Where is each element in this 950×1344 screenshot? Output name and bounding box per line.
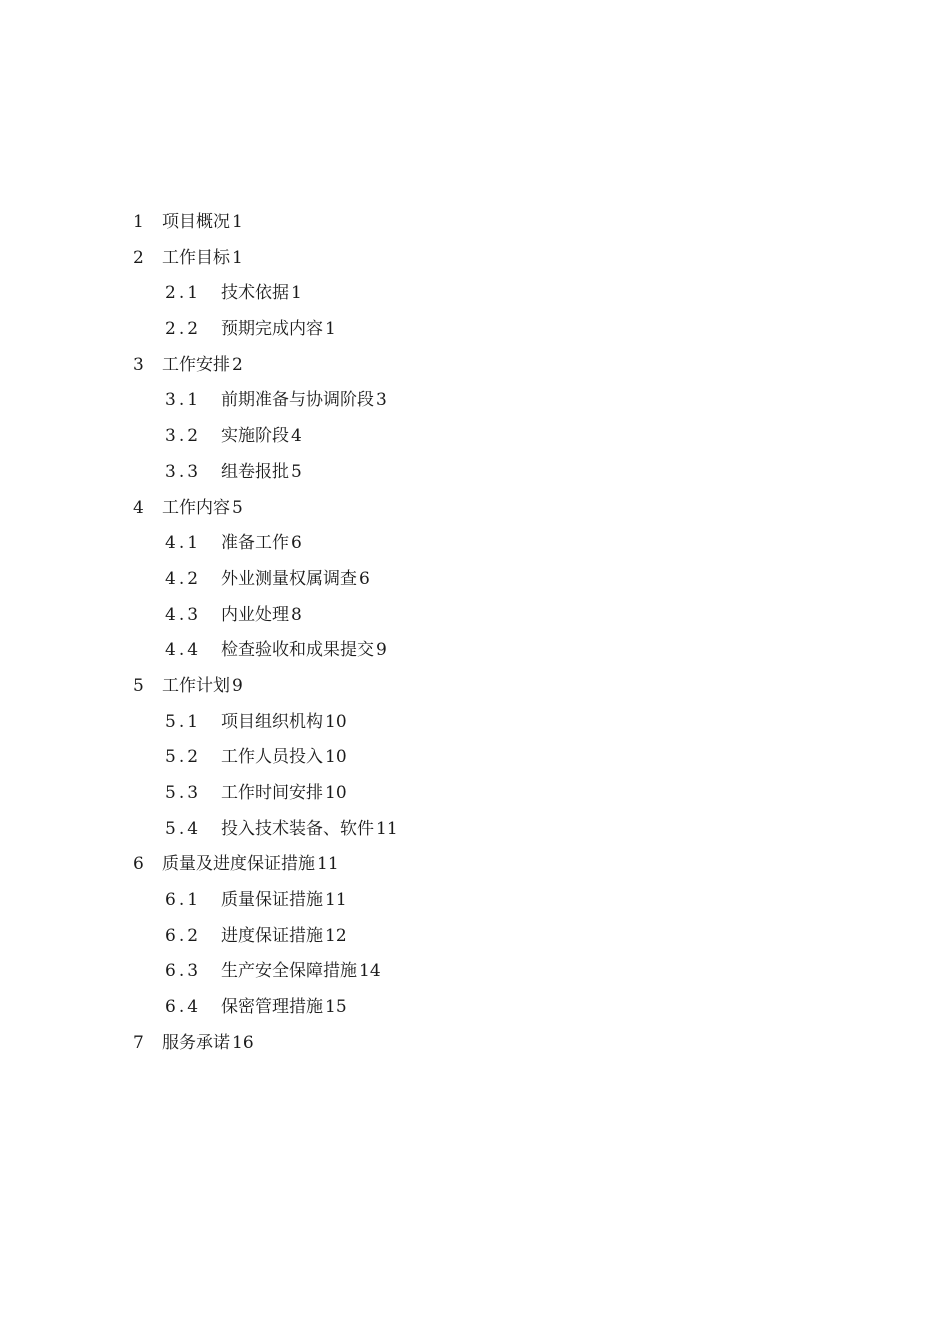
toc-entry-title: 工作安排 (162, 354, 230, 375)
toc-entry[interactable] (0, 205, 950, 241)
toc-entry-number: 3 (133, 354, 147, 375)
toc-subentry[interactable] (0, 919, 950, 955)
toc-entry-number: 6.3 (165, 961, 202, 982)
toc-entry-number: 2.2 (165, 319, 202, 340)
toc-entry-page: 11 (325, 890, 347, 911)
toc-entry-title: 保密管理措施 (221, 997, 323, 1018)
toc-entry-title: 前期准备与协调阶段 (221, 390, 374, 411)
toc-entry-title: 技术依据 (221, 283, 289, 304)
toc-entry-title: 服务承诺 (162, 1032, 230, 1053)
toc-entry-page: 8 (291, 604, 302, 625)
toc-entry-title: 工作时间安排 (221, 783, 323, 803)
toc-entry-page: 16 (232, 1032, 254, 1053)
toc-entry-title: 生产安全保障措施 (221, 961, 357, 982)
toc-subentry[interactable] (0, 705, 950, 741)
toc-entry-number: 3.1 (165, 390, 202, 411)
toc-entry-page: 14 (359, 961, 381, 982)
toc-entry-page: 4 (291, 426, 302, 447)
toc-subentry[interactable] (0, 562, 950, 598)
toc-entry-title: 外业测量权属调查 (221, 568, 357, 589)
toc-entry-title: 项目组织机构 (221, 711, 323, 732)
toc-subentry[interactable] (0, 419, 950, 455)
toc-entry-page: 1 (232, 247, 243, 268)
toc-entry[interactable] (0, 241, 950, 277)
toc-entry-title: 检查验收和成果提交 (221, 640, 374, 661)
toc-entry[interactable] (0, 1026, 950, 1062)
toc-entry-title: 组卷报批 (221, 461, 289, 482)
toc-entry-title: 工作目标 (162, 247, 230, 268)
toc-entry-page: 10 (325, 711, 347, 732)
toc-entry-number: 3.2 (165, 426, 202, 447)
toc-entry-page: 15 (325, 997, 347, 1018)
toc-entry[interactable] (0, 847, 950, 883)
toc-entry-title: 工作人员投入 (221, 747, 323, 768)
toc-entry-number: 7 (133, 1032, 147, 1053)
toc-entry-title: 质量保证措施 (221, 890, 323, 911)
toc-entry-title: 内业处理 (221, 604, 289, 625)
toc-subentry[interactable] (0, 526, 950, 562)
toc-entry-number: 1 (133, 212, 147, 232)
toc-entry-page: 9 (376, 640, 387, 661)
toc-entry-page: 5 (291, 461, 302, 482)
toc-subentry[interactable] (0, 812, 950, 848)
toc-entry-page: 10 (325, 783, 347, 803)
toc-entry-number: 5 (133, 675, 147, 696)
toc-entry[interactable] (0, 348, 950, 384)
toc-subentry[interactable] (0, 990, 950, 1026)
toc-entry-number: 5.2 (165, 747, 202, 768)
toc-entry-number: 3.3 (165, 461, 202, 482)
toc-entry-page: 10 (325, 747, 347, 768)
toc-entry-page: 5 (232, 497, 243, 518)
toc-entry-number: 5.1 (165, 711, 202, 732)
toc-entry-title: 投入技术装备、软件 (221, 818, 374, 839)
toc-entry[interactable] (0, 491, 950, 527)
toc-subentry[interactable] (0, 383, 950, 419)
toc-entry-number: 4.4 (165, 640, 202, 661)
toc-entry-number: 4.1 (165, 533, 202, 554)
toc-subentry[interactable] (0, 598, 950, 634)
toc-entry-title: 准备工作 (221, 533, 289, 554)
toc-entry-number: 4.3 (165, 604, 202, 625)
toc-subentry[interactable] (0, 312, 950, 348)
toc-entry-number: 6.1 (165, 890, 202, 911)
toc-entry-page: 6 (291, 533, 302, 554)
toc-entry-page: 1 (232, 212, 243, 232)
toc-entry-page: 9 (232, 675, 243, 696)
toc-entry-title: 质量及进度保证措施 (162, 854, 315, 875)
toc-entry-page: 12 (325, 925, 347, 946)
toc-entry-title: 进度保证措施 (221, 925, 323, 946)
toc-entry-page: 6 (359, 568, 370, 589)
toc-entry-title: 项目概况 (162, 212, 230, 232)
toc-subentry[interactable] (0, 883, 950, 919)
toc-subentry[interactable] (0, 633, 950, 669)
toc-subentry[interactable] (0, 455, 950, 491)
toc-entry-number: 4.2 (165, 568, 202, 589)
toc-entry-number: 6.4 (165, 997, 202, 1018)
toc-entry-title: 预期完成内容 (221, 319, 323, 340)
toc-subentry[interactable] (0, 740, 950, 776)
toc-entry-title: 工作内容 (162, 497, 230, 518)
toc-entry-page: 2 (232, 354, 243, 375)
toc-subentry[interactable] (0, 776, 950, 812)
toc-subentry[interactable] (0, 276, 950, 312)
toc-entry-title: 实施阶段 (221, 426, 289, 447)
toc-entry-number: 2.1 (165, 283, 202, 304)
toc-entry-title: 工作计划 (162, 675, 230, 696)
toc-entry-number: 5.3 (165, 783, 202, 803)
toc-entry-page: 11 (317, 854, 339, 875)
toc-entry-number: 2 (133, 247, 147, 268)
toc-entry-number: 6 (133, 854, 147, 875)
toc-entry-page: 11 (376, 818, 398, 839)
toc-entry-number: 4 (133, 497, 147, 518)
toc-entry-page: 1 (325, 319, 336, 340)
toc-entry-number: 6.2 (165, 925, 202, 946)
toc-entry-number: 5.4 (165, 818, 202, 839)
toc-subentry[interactable] (0, 954, 950, 990)
table-of-contents (0, 205, 950, 1062)
toc-entry[interactable] (0, 669, 950, 705)
toc-entry-page: 1 (291, 283, 302, 304)
toc-entry-page: 3 (376, 390, 387, 411)
